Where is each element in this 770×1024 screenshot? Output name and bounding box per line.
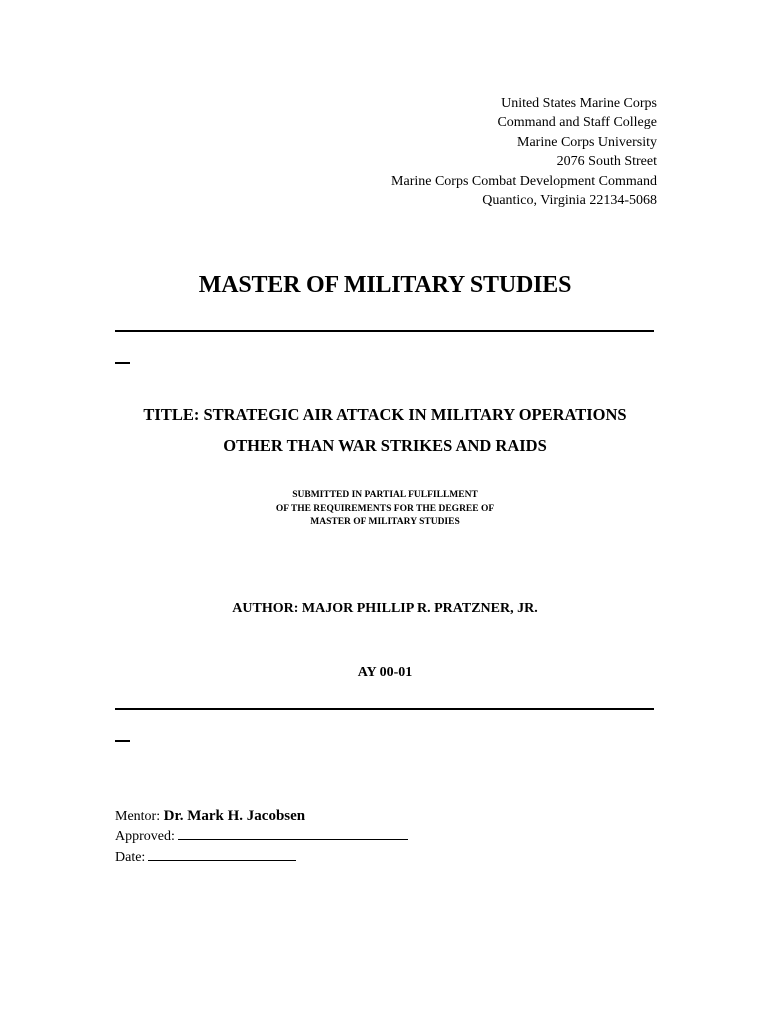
address-line-org: United States Marine Corps — [501, 96, 657, 111]
divider-rule — [115, 330, 654, 332]
address-line-college: Command and Staff College — [497, 115, 657, 131]
signoff-block — [115, 807, 408, 867]
author-line: AUTHOR: MAJOR PHILLIP R. PRATZNER, JR. — [232, 601, 538, 616]
address-line-university: Marine Corps University — [517, 134, 657, 150]
divider-rule-stub — [115, 740, 130, 742]
thesis-title-line-2: OTHER THAN WAR STRIKES AND RAIDS — [223, 436, 547, 455]
mentor-name: Dr. Mark H. Jacobsen — [163, 808, 306, 824]
mentor-label: Mentor: — [115, 809, 161, 824]
divider-rule-stub — [115, 362, 130, 364]
address-block — [391, 94, 657, 210]
address-line-city: Quantico, Virginia 22134-5068 — [482, 193, 657, 209]
submission-statement — [0, 489, 770, 530]
submission-line-1: SUBMITTED IN PARTIAL FULFILLMENT — [292, 490, 478, 500]
thesis-title-line-1: TITLE: STRATEGIC AIR ATTACK IN MILITARY OPERATIONS — [143, 405, 627, 424]
approved-label: Approved: — [115, 829, 175, 845]
submission-line-3: MASTER OF MILITARY STUDIES — [310, 517, 460, 527]
divider-rule — [115, 708, 654, 710]
address-line-street: 2076 South Street — [556, 154, 657, 170]
academic-year: AY 00-01 — [357, 665, 413, 680]
date-label: Date: — [115, 849, 146, 865]
mentor-row — [115, 807, 408, 826]
date-row — [115, 847, 408, 867]
address-line-command: Marine Corps Combat Development Command — [391, 173, 657, 189]
approved-row — [115, 826, 408, 846]
date-blank — [148, 847, 296, 861]
submission-line-2: OF THE REQUIREMENTS FOR THE DEGREE OF — [275, 503, 495, 514]
program-title: MASTER OF MILITARY STUDIES — [198, 272, 572, 298]
approved-signature-blank — [178, 826, 408, 840]
